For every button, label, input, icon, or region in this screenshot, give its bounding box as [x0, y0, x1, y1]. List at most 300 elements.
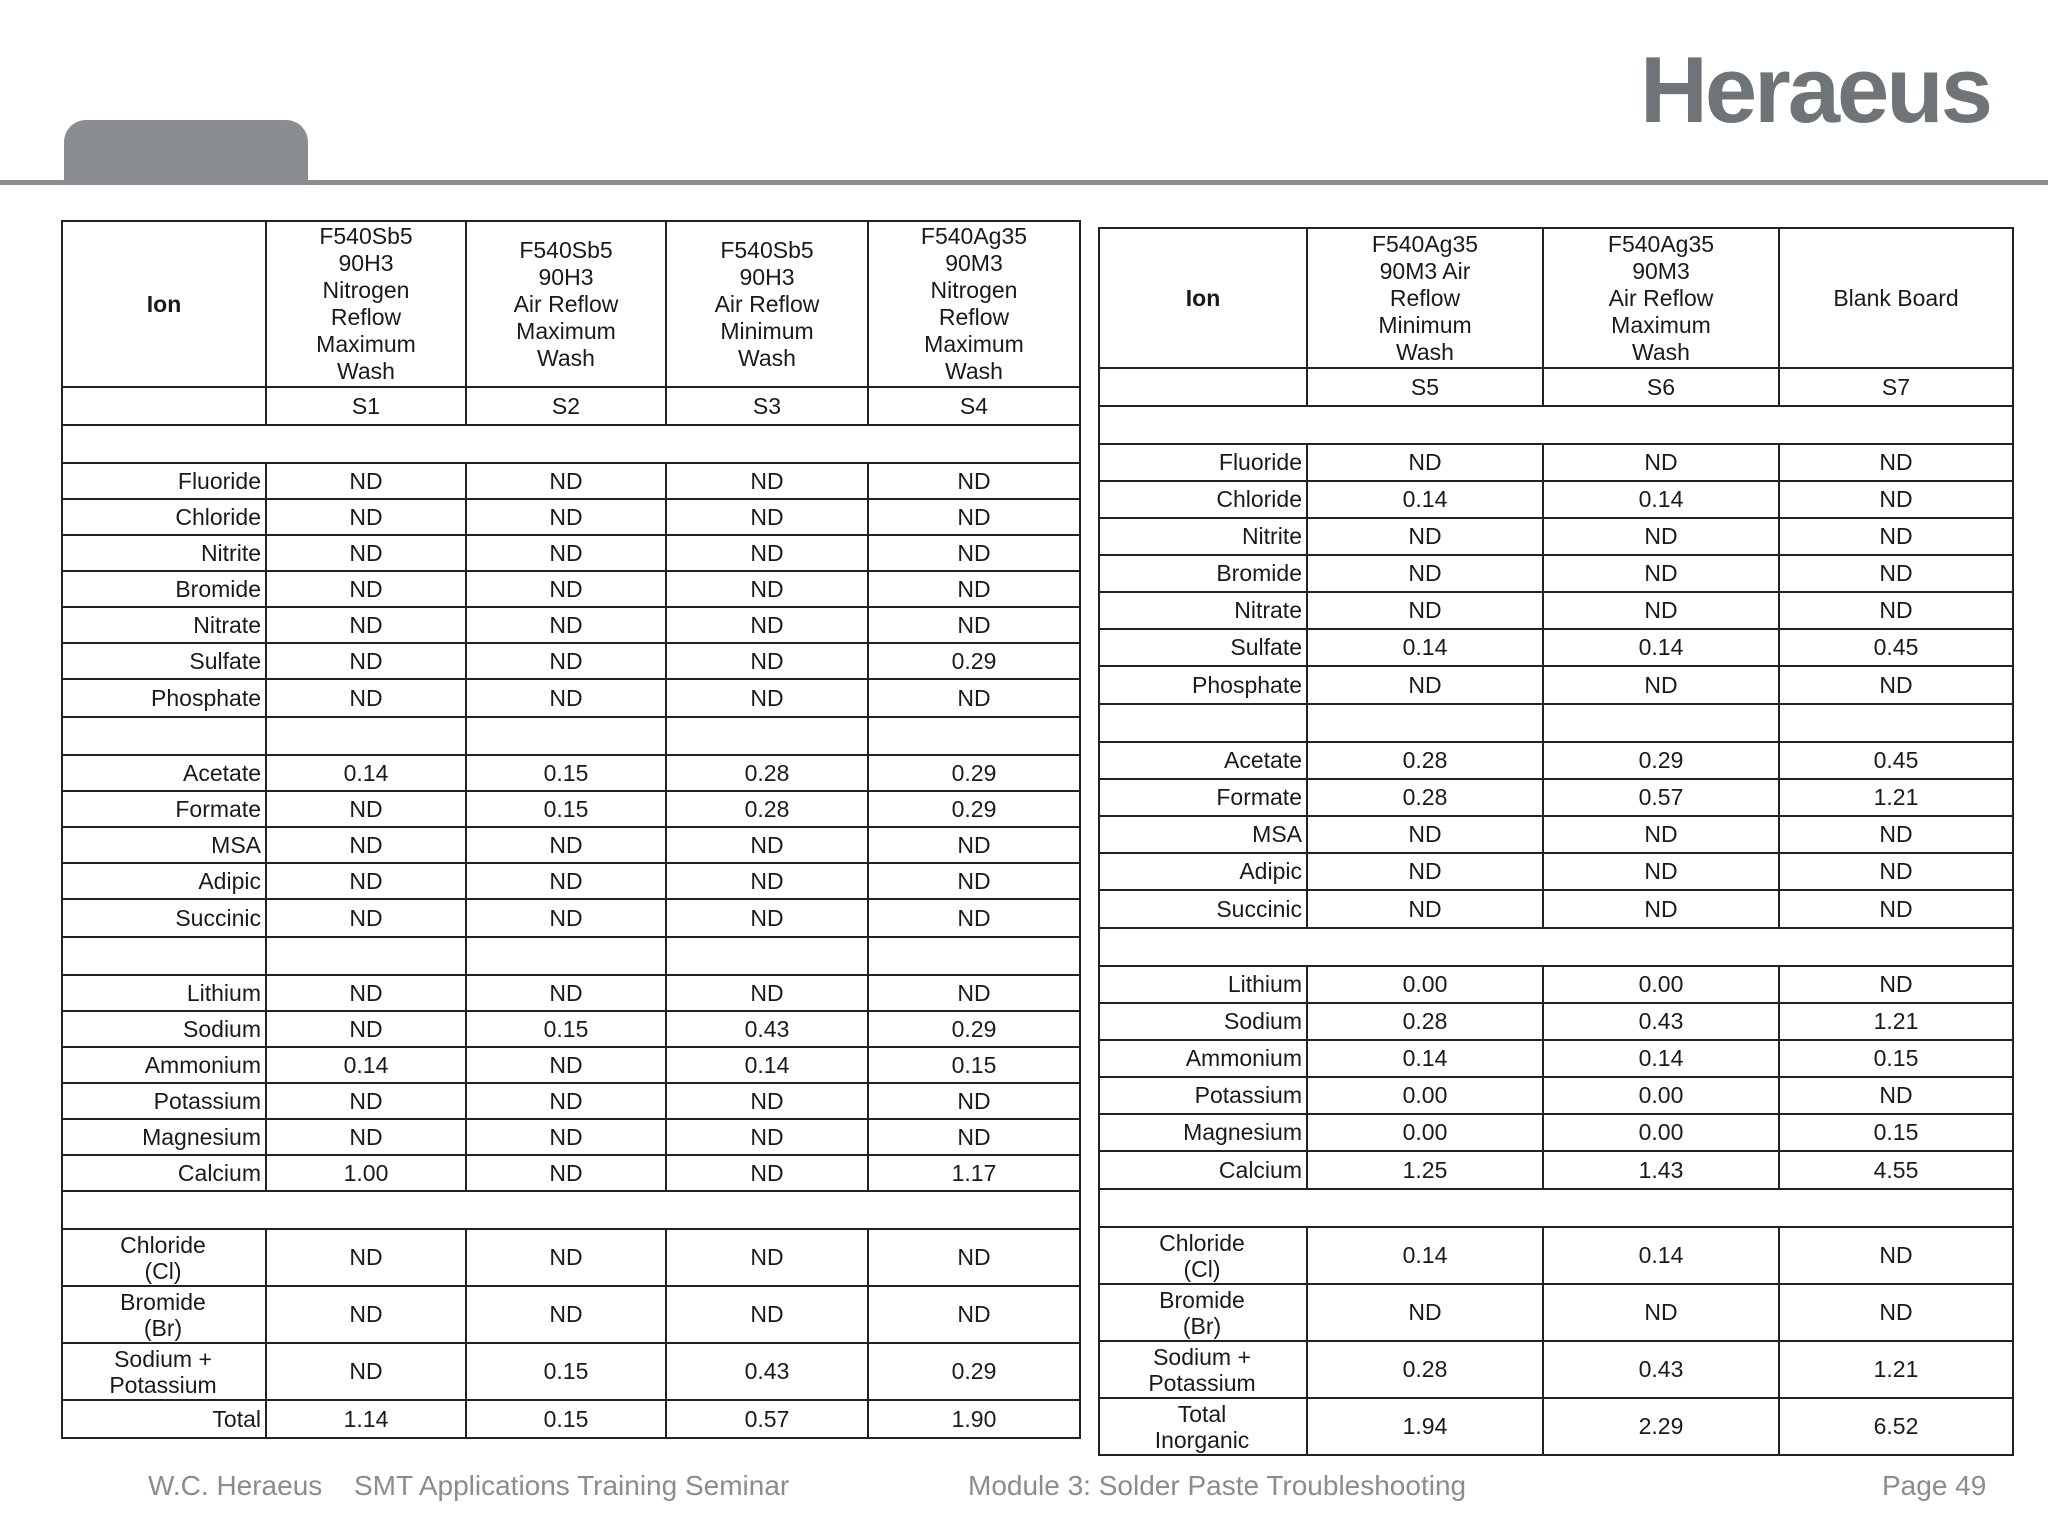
- ion-value: 0.00: [1543, 1114, 1779, 1151]
- ion-value: 0.15: [466, 791, 666, 827]
- ion-value: ND: [1543, 816, 1779, 853]
- ion-row: [1099, 1114, 2013, 1151]
- ion-value: ND: [1779, 853, 2013, 890]
- ion-row: [62, 1229, 1080, 1286]
- ion-row: [62, 755, 1080, 791]
- ion-value: 0.14: [1307, 629, 1543, 666]
- empty-cell: [868, 717, 1080, 755]
- cell-text-line: F540Ag35: [1607, 230, 1715, 257]
- ion-name: Fluoride: [1099, 444, 1307, 481]
- ion-row: [62, 463, 1080, 499]
- ion-name: Succinic: [1099, 890, 1307, 928]
- ion-row: [1099, 1227, 2013, 1284]
- cell-text-line: Wash: [738, 344, 796, 371]
- ion-row: [62, 571, 1080, 607]
- group-spacer-row: [62, 937, 1080, 975]
- ion-value: ND: [1779, 1227, 2013, 1284]
- ion-name: Lithium: [62, 975, 266, 1011]
- ion-value: 0.15: [466, 1400, 666, 1438]
- ion-value: 2.29: [1543, 1398, 1779, 1455]
- ion-value: 0.14: [666, 1047, 868, 1083]
- ion-name: Sodium: [1099, 1003, 1307, 1040]
- ion-row: [1099, 1077, 2013, 1114]
- ion-results-table-right: [1098, 227, 2014, 1456]
- ion-row: [1099, 816, 2013, 853]
- ion-value: ND: [1543, 518, 1779, 555]
- ion-value: ND: [1779, 816, 2013, 853]
- empty-cell: [62, 1191, 1080, 1229]
- ion-value: ND: [1779, 966, 2013, 1003]
- ion-value: ND: [868, 1119, 1080, 1155]
- cell-text-line: F540Sb5: [519, 236, 613, 263]
- empty-cell: [1099, 1189, 2013, 1227]
- ion-row: [1099, 1398, 2013, 1455]
- ion-value: ND: [466, 463, 666, 499]
- ion-value: ND: [666, 1229, 868, 1286]
- ion-row: [1099, 853, 2013, 890]
- ion-value: ND: [666, 607, 868, 643]
- group-spacer-row: [62, 425, 1080, 463]
- cell-text-line: Reflow: [938, 304, 1010, 330]
- empty-cell: [466, 717, 666, 755]
- ion-name: Phosphate: [62, 679, 266, 717]
- ion-value: 1.14: [266, 1400, 466, 1438]
- cell-text-line: Wash: [1632, 338, 1690, 365]
- ion-value: 0.14: [1543, 481, 1779, 518]
- ion-value: ND: [266, 1229, 466, 1286]
- cell-text-line: Wash: [337, 358, 395, 384]
- ion-value: ND: [266, 607, 466, 643]
- ion-row: [62, 535, 1080, 571]
- cell-text-line: Blank Board: [1833, 284, 1959, 311]
- cell-text-line: Inorganic: [1154, 1426, 1250, 1453]
- cell-text-line: Air Reflow: [714, 290, 820, 317]
- ion-row: [62, 1011, 1080, 1047]
- ion-name: MSA: [62, 827, 266, 863]
- ion-name: Lithium: [1099, 966, 1307, 1003]
- ion-value: ND: [868, 1286, 1080, 1343]
- ion-value: ND: [266, 827, 466, 863]
- ion-value: ND: [1543, 444, 1779, 481]
- empty-cell: [1779, 704, 2013, 742]
- empty-cell: [1099, 928, 2013, 966]
- ion-value: 0.43: [1543, 1003, 1779, 1040]
- ion-value: ND: [266, 679, 466, 717]
- cell-text-line: Air Reflow: [1608, 284, 1714, 311]
- ion-value: ND: [266, 975, 466, 1011]
- sample-code: S7: [1779, 368, 2013, 406]
- ion-name: Chloride: [62, 499, 266, 535]
- ion-value: 6.52: [1779, 1398, 2013, 1455]
- ion-value: 4.55: [1779, 1151, 2013, 1189]
- cell-text-line: Maximum: [316, 331, 416, 357]
- heraeus-logo: Heraeus: [1640, 37, 1990, 142]
- ion-row: [62, 863, 1080, 899]
- cell-text-line: Air Reflow: [513, 290, 619, 317]
- ion-value: ND: [466, 1229, 666, 1286]
- ion-value: ND: [666, 975, 868, 1011]
- ion-value: 0.29: [868, 1011, 1080, 1047]
- cell-text-line: Maximum: [1611, 311, 1711, 338]
- ion-row: [1099, 1003, 2013, 1040]
- cell-text-line: 90M3: [945, 250, 1003, 276]
- cell-text-line: F540Sb5: [319, 223, 413, 249]
- ion-value: ND: [868, 607, 1080, 643]
- ion-value: 0.28: [1307, 742, 1543, 779]
- ion-row: [62, 975, 1080, 1011]
- ion-value: 0.29: [868, 755, 1080, 791]
- ion-value: 0.15: [1779, 1040, 2013, 1077]
- ion-value: ND: [1779, 666, 2013, 704]
- ion-name: Adipic: [1099, 853, 1307, 890]
- ion-value: ND: [466, 643, 666, 679]
- group-spacer-row: [1099, 928, 2013, 966]
- ion-column-header: Ion: [1099, 228, 1307, 368]
- ion-value: ND: [1307, 666, 1543, 704]
- ion-value: 0.29: [868, 643, 1080, 679]
- sample-code: S5: [1307, 368, 1543, 406]
- cell-text-line: (Cl): [144, 1257, 182, 1284]
- empty-cell: [62, 717, 266, 755]
- ion-value: ND: [666, 643, 868, 679]
- ion-value: ND: [666, 499, 868, 535]
- ion-name: [62, 1286, 266, 1343]
- ion-value: 0.43: [1543, 1341, 1779, 1398]
- cell-text-line: (Cl): [1183, 1255, 1221, 1282]
- ion-value: ND: [868, 863, 1080, 899]
- cell-text-line: (Br): [1182, 1312, 1222, 1339]
- ion-value: 1.94: [1307, 1398, 1543, 1455]
- ion-value: 0.28: [666, 755, 868, 791]
- ion-value: 1.90: [868, 1400, 1080, 1438]
- group-spacer-row: [1099, 704, 2013, 742]
- ion-name: Nitrite: [1099, 518, 1307, 555]
- ion-value: 1.21: [1779, 779, 2013, 816]
- ion-value: ND: [1307, 853, 1543, 890]
- ion-value: ND: [466, 1083, 666, 1119]
- ion-name: Sulfate: [1099, 629, 1307, 666]
- ion-value: 0.15: [466, 1343, 666, 1400]
- ion-value: ND: [466, 571, 666, 607]
- ion-value: ND: [1307, 444, 1543, 481]
- ion-value: ND: [666, 1286, 868, 1343]
- ion-value: 0.15: [466, 1011, 666, 1047]
- ion-name: Nitrate: [62, 607, 266, 643]
- ion-value: 0.29: [868, 1343, 1080, 1400]
- ion-value: 0.00: [1543, 1077, 1779, 1114]
- ion-name: Sulfate: [62, 643, 266, 679]
- ion-value: 0.29: [1543, 742, 1779, 779]
- ion-value: ND: [466, 679, 666, 717]
- ion-value: ND: [666, 1155, 868, 1191]
- empty-cell: [1099, 704, 1307, 742]
- group-spacer-row: [1099, 406, 2013, 444]
- ion-value: ND: [666, 827, 868, 863]
- cell-text-line: 90H3: [739, 263, 795, 290]
- cell-text-line: Chloride: [1159, 1229, 1245, 1256]
- empty-cell: [62, 387, 266, 425]
- ion-row: [1099, 555, 2013, 592]
- ion-row: [1099, 966, 2013, 1003]
- ion-name: [1099, 1341, 1307, 1398]
- empty-cell: [266, 937, 466, 975]
- cell-text-line: Maximum: [516, 317, 616, 344]
- ion-value: ND: [868, 975, 1080, 1011]
- sample-code: S6: [1543, 368, 1779, 406]
- ion-value: ND: [868, 535, 1080, 571]
- ion-row: [62, 499, 1080, 535]
- ion-name: Bromide: [1099, 555, 1307, 592]
- cell-text-line: Minimum: [720, 317, 814, 344]
- cell-text-line: 90M3 Air: [1379, 257, 1471, 284]
- ion-row: [1099, 518, 2013, 555]
- cell-text-line: Bromide: [120, 1288, 206, 1315]
- sample-column-header: [1543, 228, 1779, 368]
- ion-column-header: Ion: [62, 221, 266, 387]
- sample-column-header: [666, 221, 868, 387]
- cell-text-line: Nitrogen: [322, 277, 410, 303]
- ion-value: ND: [868, 499, 1080, 535]
- ion-row: [1099, 481, 2013, 518]
- ion-name: Calcium: [1099, 1151, 1307, 1189]
- footer-page-number: Page 49: [1882, 1470, 1987, 1501]
- ion-name: Bromide: [62, 571, 266, 607]
- cell-text-line: Chloride: [120, 1231, 206, 1258]
- ion-value: ND: [868, 571, 1080, 607]
- ion-name: [62, 1343, 266, 1400]
- cell-text-line: (Br): [143, 1314, 183, 1341]
- ion-value: ND: [266, 499, 466, 535]
- ion-name: Formate: [62, 791, 266, 827]
- ion-value: ND: [1543, 666, 1779, 704]
- ion-value: ND: [868, 827, 1080, 863]
- ion-value: ND: [466, 1119, 666, 1155]
- ion-value: ND: [1307, 518, 1543, 555]
- ion-value: 0.28: [1307, 1341, 1543, 1398]
- ion-value: ND: [466, 863, 666, 899]
- ion-value: ND: [466, 607, 666, 643]
- ion-name: Chloride: [1099, 481, 1307, 518]
- ion-value: ND: [666, 1083, 868, 1119]
- ion-row: [62, 679, 1080, 717]
- ion-name: Phosphate: [1099, 666, 1307, 704]
- ion-value: ND: [266, 1119, 466, 1155]
- ion-value: ND: [266, 1286, 466, 1343]
- ion-row: [62, 899, 1080, 937]
- ion-value: ND: [266, 1343, 466, 1400]
- ion-name: Sodium: [62, 1011, 266, 1047]
- sample-code: S4: [868, 387, 1080, 425]
- ion-value: ND: [1307, 816, 1543, 853]
- ion-row: [62, 1286, 1080, 1343]
- ion-results-table-left: [61, 220, 1081, 1439]
- ion-value: 0.14: [1543, 1040, 1779, 1077]
- ion-value: ND: [1543, 555, 1779, 592]
- ion-value: 1.21: [1779, 1003, 2013, 1040]
- ion-row: [1099, 444, 2013, 481]
- ion-row: [1099, 1284, 2013, 1341]
- ion-value: ND: [1543, 853, 1779, 890]
- ion-value: ND: [1779, 444, 2013, 481]
- column-header-row: [1099, 228, 2013, 368]
- ion-value: ND: [1307, 1284, 1543, 1341]
- ion-value: ND: [1307, 890, 1543, 928]
- ion-value: 1.21: [1779, 1341, 2013, 1398]
- ion-value: ND: [666, 679, 868, 717]
- sample-column-header: [1779, 228, 2013, 368]
- ion-value: ND: [1779, 1077, 2013, 1114]
- ion-value: ND: [466, 1155, 666, 1191]
- ion-value: ND: [266, 1083, 466, 1119]
- ion-value: 1.25: [1307, 1151, 1543, 1189]
- ion-value: ND: [266, 1011, 466, 1047]
- sample-code: S3: [666, 387, 868, 425]
- ion-name: [1099, 1227, 1307, 1284]
- cell-text-line: Wash: [1396, 338, 1454, 365]
- ion-value: ND: [1307, 555, 1543, 592]
- ion-value: ND: [1543, 890, 1779, 928]
- empty-cell: [666, 717, 868, 755]
- ion-value: ND: [466, 827, 666, 863]
- ion-name: [1099, 1284, 1307, 1341]
- empty-cell: [62, 425, 1080, 463]
- empty-cell: [868, 937, 1080, 975]
- cell-text-line: Reflow: [1389, 284, 1461, 311]
- ion-row: [62, 1343, 1080, 1400]
- ion-value: 0.14: [266, 755, 466, 791]
- ion-value: 0.15: [466, 755, 666, 791]
- empty-cell: [1099, 406, 2013, 444]
- ion-value: ND: [266, 571, 466, 607]
- ion-value: ND: [266, 643, 466, 679]
- sample-code: S2: [466, 387, 666, 425]
- ion-name: Magnesium: [62, 1119, 266, 1155]
- ion-value: ND: [266, 791, 466, 827]
- cell-text-line: Bromide: [1159, 1286, 1245, 1313]
- ion-value: ND: [266, 863, 466, 899]
- ion-name: Magnesium: [1099, 1114, 1307, 1151]
- ion-name: Potassium: [1099, 1077, 1307, 1114]
- group-spacer-row: [62, 1191, 1080, 1229]
- sample-column-header: [266, 221, 466, 387]
- ion-value: ND: [1543, 1284, 1779, 1341]
- ion-value: 1.17: [868, 1155, 1080, 1191]
- ion-name: MSA: [1099, 816, 1307, 853]
- ion-value: ND: [266, 535, 466, 571]
- ion-value: ND: [868, 1083, 1080, 1119]
- ion-name: Fluoride: [62, 463, 266, 499]
- group-spacer-row: [62, 717, 1080, 755]
- ion-value: ND: [666, 463, 868, 499]
- ion-value: 0.57: [1543, 779, 1779, 816]
- ion-value: ND: [1779, 555, 2013, 592]
- sample-column-header: [868, 221, 1080, 387]
- ion-row: [62, 1119, 1080, 1155]
- cell-text-line: Wash: [945, 358, 1003, 384]
- ion-row: [1099, 629, 2013, 666]
- ion-value: ND: [868, 679, 1080, 717]
- cell-text-line: 90M3: [1632, 257, 1690, 284]
- ion-value: ND: [1779, 592, 2013, 629]
- header-tab: [64, 120, 308, 182]
- ion-value: 0.14: [266, 1047, 466, 1083]
- ion-value: ND: [868, 1229, 1080, 1286]
- ion-row: [1099, 742, 2013, 779]
- sample-column-header: [466, 221, 666, 387]
- empty-cell: [666, 937, 868, 975]
- cell-text-line: Potassium: [1148, 1369, 1256, 1396]
- ion-value: ND: [666, 571, 868, 607]
- ion-value: 0.45: [1779, 742, 2013, 779]
- ion-row: [1099, 1341, 2013, 1398]
- ion-value: ND: [868, 463, 1080, 499]
- ion-value: 0.28: [1307, 1003, 1543, 1040]
- ion-value: 1.00: [266, 1155, 466, 1191]
- ion-value: ND: [466, 535, 666, 571]
- header-divider: [0, 180, 2048, 185]
- ion-row: [62, 607, 1080, 643]
- ion-row: [1099, 592, 2013, 629]
- sample-column-header: [1307, 228, 1543, 368]
- column-header-row: [62, 221, 1080, 387]
- group-spacer-row: [1099, 1189, 2013, 1227]
- ion-value: ND: [868, 899, 1080, 937]
- ion-value: 0.29: [868, 791, 1080, 827]
- ion-value: ND: [666, 863, 868, 899]
- cell-text-line: Reflow: [330, 304, 402, 330]
- cell-text-line: F540Sb5: [720, 236, 814, 263]
- ion-name: Formate: [1099, 779, 1307, 816]
- ion-value: ND: [466, 1047, 666, 1083]
- cell-text-line: Maximum: [924, 331, 1024, 357]
- ion-row: [1099, 890, 2013, 928]
- empty-cell: [1099, 368, 1307, 406]
- ion-value: 0.43: [666, 1343, 868, 1400]
- ion-value: 1.43: [1543, 1151, 1779, 1189]
- ion-name: Nitrite: [62, 535, 266, 571]
- ion-row: [1099, 779, 2013, 816]
- ion-name: Nitrate: [1099, 592, 1307, 629]
- cell-text-line: Minimum: [1378, 311, 1472, 338]
- ion-name: [62, 1229, 266, 1286]
- ion-row: [62, 827, 1080, 863]
- ion-value: 0.15: [1779, 1114, 2013, 1151]
- ion-value: 0.00: [1307, 1114, 1543, 1151]
- ion-value: ND: [266, 899, 466, 937]
- ion-value: 0.14: [1307, 1040, 1543, 1077]
- sample-code-row: [62, 387, 1080, 425]
- ion-row: [1099, 666, 2013, 704]
- ion-value: ND: [466, 499, 666, 535]
- ion-name: Total: [62, 1400, 266, 1438]
- cell-text-line: Nitrogen: [930, 277, 1018, 303]
- ion-name: Acetate: [62, 755, 266, 791]
- ion-name: Acetate: [1099, 742, 1307, 779]
- ion-row: [62, 1155, 1080, 1191]
- empty-cell: [62, 937, 266, 975]
- ion-value: ND: [466, 1286, 666, 1343]
- ion-value: 0.45: [1779, 629, 2013, 666]
- cell-text-line: F540Ag35: [1371, 230, 1479, 257]
- ion-value: ND: [1779, 481, 2013, 518]
- ion-row: [62, 1400, 1080, 1438]
- ion-value: ND: [266, 463, 466, 499]
- empty-cell: [1307, 704, 1543, 742]
- empty-cell: [1543, 704, 1779, 742]
- cell-text-line: Sodium +: [1153, 1343, 1251, 1370]
- cell-text-line: 90H3: [338, 250, 394, 276]
- ion-value: 0.57: [666, 1400, 868, 1438]
